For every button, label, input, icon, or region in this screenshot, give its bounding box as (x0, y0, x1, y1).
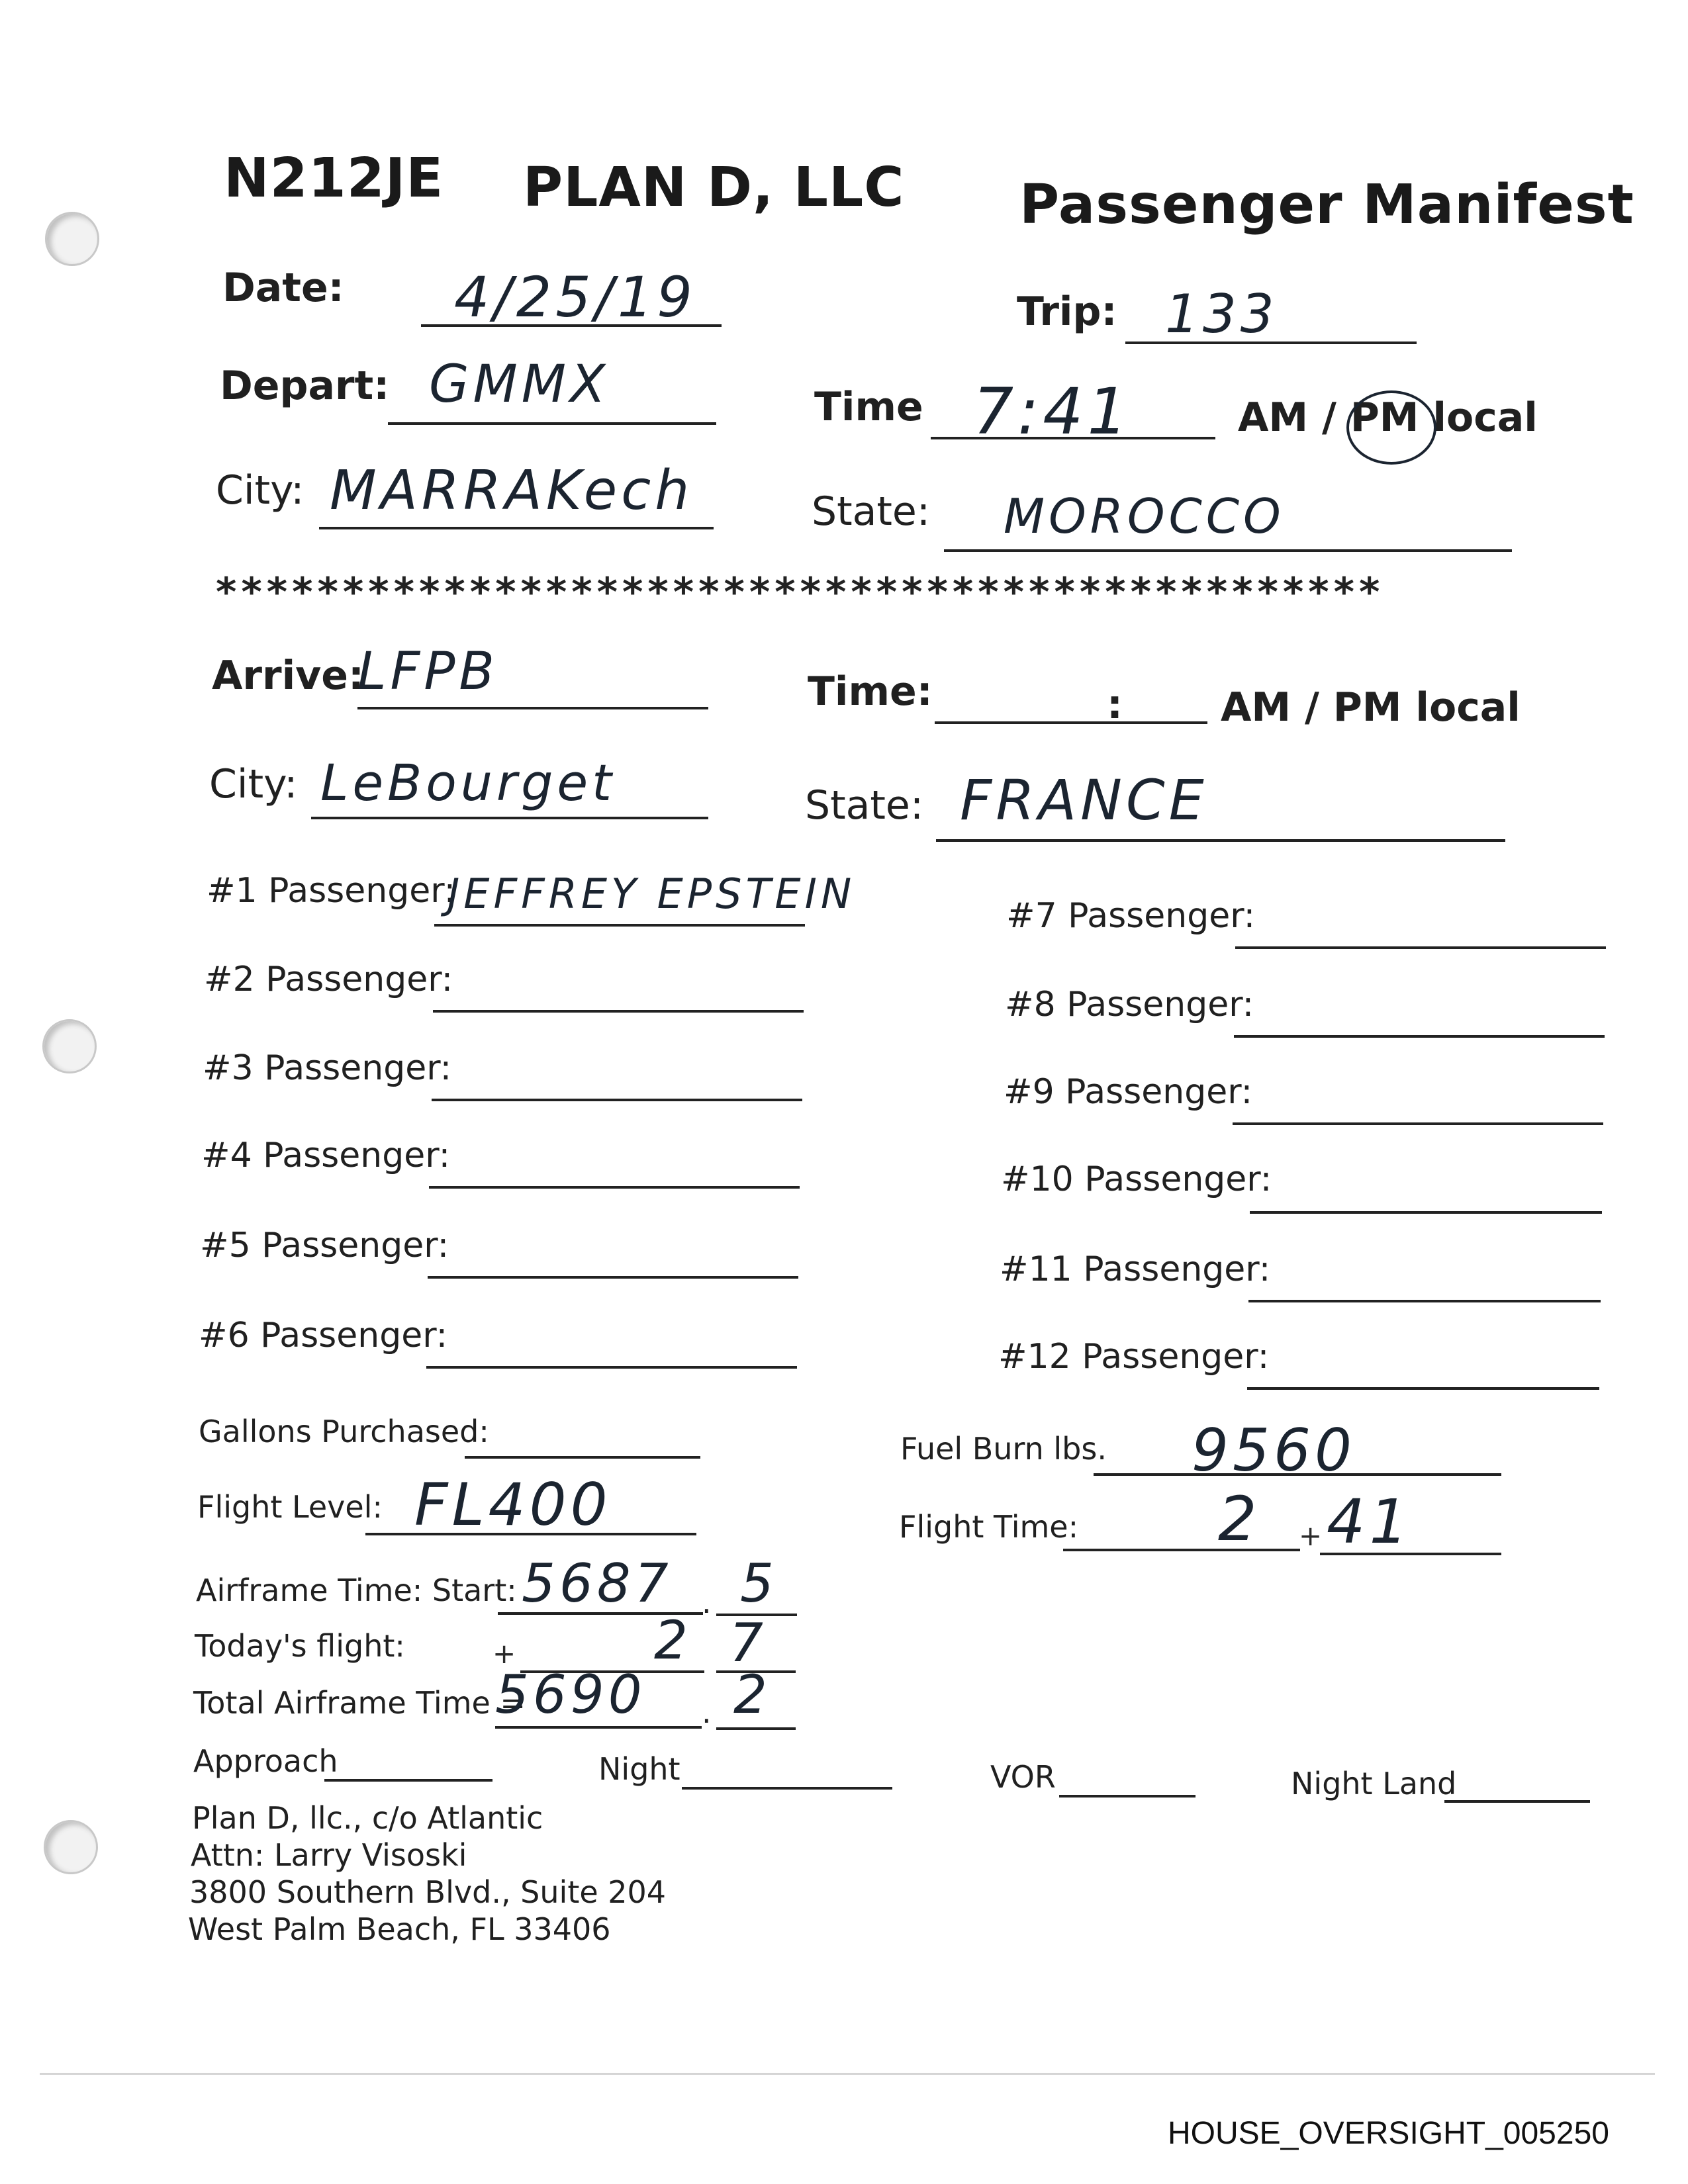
arrive-state-field-line (936, 839, 1505, 842)
fuel-burn-value[interactable]: 9560 (1192, 1416, 1356, 1484)
passenger-8-label: #8 Passenger: (1005, 985, 1254, 1024)
night-land-field-line (1444, 1800, 1590, 1803)
section-separator: ********************************************** (216, 569, 1385, 615)
binder-hole-middle (42, 1019, 97, 1073)
passenger-3-label: #3 Passenger: (203, 1048, 452, 1088)
airframe-start-dot: . (702, 1584, 712, 1620)
airframe-start-whole[interactable]: 5687 (522, 1553, 673, 1614)
approach-field-line (324, 1779, 492, 1782)
passenger-4-field-line (429, 1186, 800, 1189)
trip-value[interactable]: 133 (1165, 283, 1278, 345)
flight-level-label: Flight Level: (197, 1489, 383, 1525)
passenger-9-field-line (1233, 1122, 1603, 1125)
passenger-6-field-line (426, 1366, 797, 1369)
vor-label: VOR (990, 1759, 1056, 1795)
arrive-city-value[interactable]: LeBourget (320, 753, 616, 812)
passenger-12-field-line (1247, 1387, 1599, 1390)
approach-label: Approach (193, 1743, 338, 1779)
date-label: Date: (222, 265, 344, 311)
passenger-7-field-line (1235, 946, 1606, 949)
total-airframe-whole[interactable]: 5690 (495, 1664, 646, 1725)
passenger-2-label: #2 Passenger: (204, 960, 453, 999)
depart-time-label: Time (814, 384, 923, 430)
passenger-7-label: #7 Passenger: (1006, 896, 1256, 936)
depart-state-value[interactable]: MOROCCO (1004, 488, 1285, 544)
depart-time-value[interactable]: 7:41 (973, 375, 1132, 449)
binder-hole-bottom (44, 1820, 98, 1874)
company-name: PLAN D, LLC (523, 156, 905, 219)
total-airframe-label: Total Airframe Time = (193, 1685, 526, 1721)
arrive-city-label: City: (209, 761, 298, 807)
flight-level-value[interactable]: FL400 (414, 1471, 612, 1539)
passenger-5-label: #5 Passenger: (200, 1226, 449, 1265)
depart-label: Depart: (220, 363, 390, 409)
depart-state-field-line (944, 549, 1512, 552)
flight-time-label: Flight Time: (899, 1509, 1079, 1545)
gallons-field-line (465, 1456, 700, 1459)
todays-flight-plus: + (492, 1637, 516, 1670)
passenger-1-value[interactable]: JEFFREY EPSTEIN (447, 870, 856, 918)
passenger-10-label: #10 Passenger: (1001, 1160, 1272, 1199)
passenger-6-label: #6 Passenger: (199, 1316, 448, 1355)
passenger-8-field-line (1234, 1035, 1605, 1038)
airframe-start-dec[interactable]: 5 (740, 1553, 778, 1614)
arrive-state-label: State: (805, 782, 924, 829)
todays-flight-dec[interactable]: 7 (729, 1612, 767, 1674)
passenger-4-label: #4 Passenger: (201, 1136, 451, 1175)
pm-circle-mark (1346, 390, 1436, 465)
bates-number: HOUSE_OVERSIGHT_005250 (1168, 2116, 1609, 2151)
scan-edge-line (40, 2073, 1655, 2075)
total-airframe-dot: . (702, 1694, 712, 1730)
passenger-12-label: #12 Passenger: (998, 1337, 1270, 1377)
passenger-1-label: #1 Passenger: (207, 871, 456, 911)
airframe-start-label: Airframe Time: Start: (196, 1572, 517, 1608)
address-line-4: West Palm Beach, FL 33406 (188, 1911, 611, 1947)
passenger-3-field-line (432, 1099, 802, 1101)
arrive-value[interactable]: LFPB (357, 642, 498, 702)
passenger-11-label: #11 Passenger: (1000, 1250, 1271, 1289)
depart-state-label: State: (812, 488, 931, 535)
flight-time-plus: + (1299, 1520, 1323, 1552)
arrive-time-label: Time: (808, 668, 933, 715)
form-title: Passenger Manifest (1019, 173, 1634, 236)
binder-hole-top (45, 212, 99, 266)
arrive-time-field-line (935, 721, 1207, 724)
arrive-city-field-line (311, 817, 708, 819)
address-line-1: Plan D, llc., c/o Atlantic (192, 1800, 543, 1836)
date-value[interactable]: 4/25/19 (454, 265, 696, 330)
depart-city-value[interactable]: MARRAKech (330, 459, 694, 522)
address-line-2: Attn: Larry Visoski (191, 1837, 467, 1873)
depart-field-line (388, 422, 716, 425)
arrive-time-colon: : (1107, 682, 1123, 728)
todays-flight-label: Today's flight: (195, 1628, 405, 1664)
night-field-line (682, 1787, 892, 1790)
arrive-ampm-label: AM / PM local (1221, 684, 1521, 731)
depart-city-label: City: (216, 467, 305, 514)
todays-flight-whole[interactable]: 2 (654, 1610, 692, 1671)
arrive-state-value[interactable]: FRANCE (960, 768, 1208, 833)
depart-city-field-line (319, 527, 714, 529)
passenger-10-field-line (1250, 1211, 1602, 1214)
vor-field-line (1059, 1795, 1196, 1797)
flight-time-hours[interactable]: 2 (1218, 1484, 1261, 1555)
total-airframe-dec[interactable]: 2 (733, 1664, 771, 1725)
arrive-field-line (357, 707, 708, 709)
gallons-label: Gallons Purchased: (199, 1414, 489, 1449)
passenger-11-field-line (1248, 1300, 1601, 1302)
address-line-3: 3800 Southern Blvd., Suite 204 (189, 1874, 667, 1910)
tail-number: N212JE (224, 147, 444, 210)
passenger-9-label: #9 Passenger: (1004, 1072, 1253, 1112)
passenger-5-field-line (428, 1276, 798, 1279)
total-airframe-whole-line (495, 1726, 702, 1729)
flight-time-minutes[interactable]: 41 (1327, 1486, 1413, 1557)
passenger-2-field-line (433, 1010, 804, 1013)
fuel-burn-label: Fuel Burn lbs. (900, 1431, 1107, 1467)
night-label: Night (598, 1751, 680, 1787)
depart-ampm-label: AM / PM local (1238, 394, 1538, 441)
passenger-1-field-line (434, 924, 805, 927)
depart-value[interactable]: GMMX (429, 355, 610, 414)
total-airframe-dec-line (716, 1727, 796, 1730)
arrive-label: Arrive: (212, 653, 364, 699)
trip-label: Trip: (1017, 289, 1117, 335)
night-land-label: Night Land (1291, 1766, 1457, 1801)
flight-time-hours-line (1063, 1549, 1300, 1551)
